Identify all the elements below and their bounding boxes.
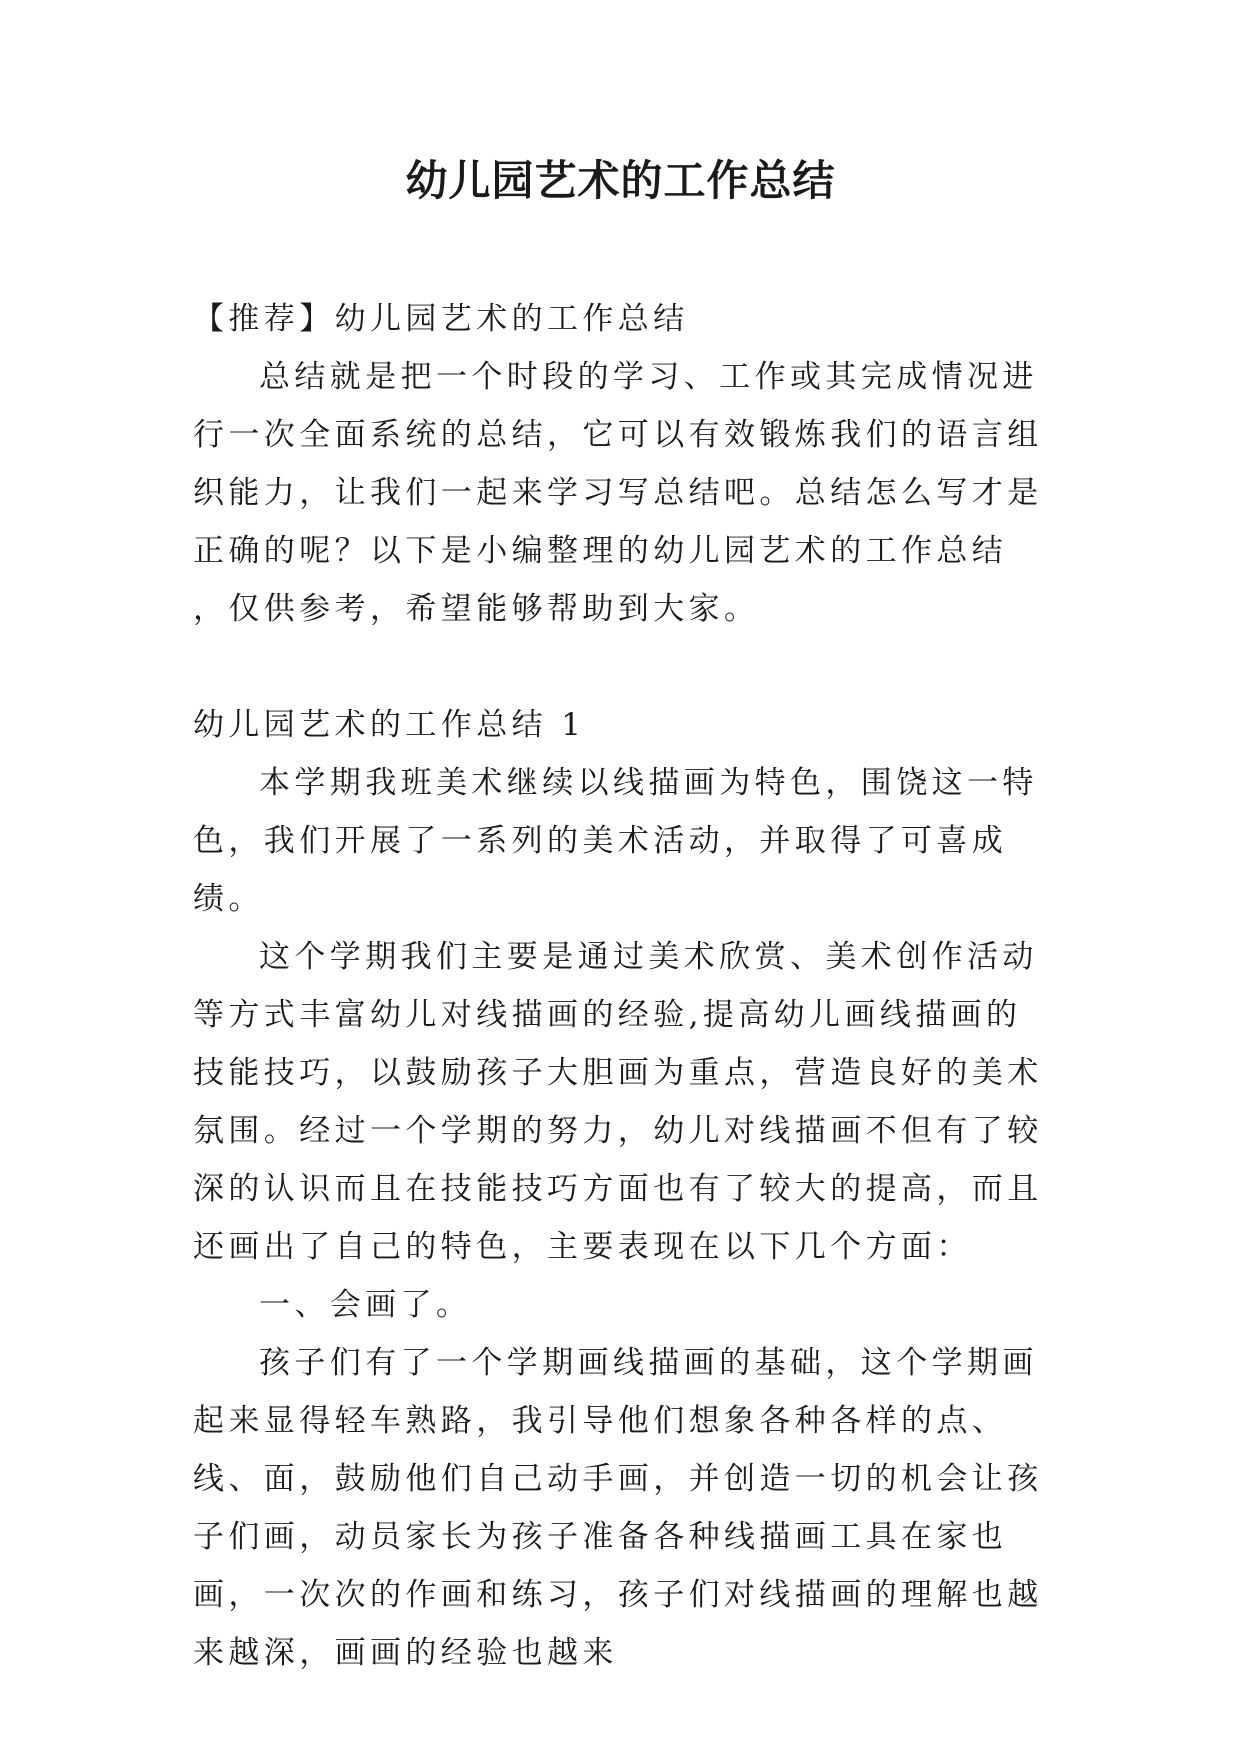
- intro-paragraph: 总结就是把一个时段的学习、工作或其完成情况进行一次全面系统的总结，它可以有效锻炼我们的语言组织能力，让我们一起来学习写总结吧。总结怎么写才是正确的呢？以下是小编整理的幼儿园艺术的工作总结 ，仅供参考，希望能够帮助到大家。: [193, 359, 1043, 627]
- body-paragraph-1: 本学期我班美术继续以线描画为特色，围饶这一特色，我们开展了一系列的美术活动，并取得了可喜成绩。: [193, 765, 1038, 917]
- document-body: [193, 290, 1055, 1682]
- body-paragraph-2: 这个学期我们主要是通过美术欣赏、美术创作活动等方式丰富幼儿对线描画的经验,提高幼儿画线描画的技能技巧，以鼓励孩子大胆画为重点，营造良好的美术氛围。经过一个学期的努力，幼儿对线描画不但有了较深的认识而且在技能技巧方面也有了较大的提高，而且还画出了自己的特色，主要表现在以下几个方面：: [193, 939, 1043, 1265]
- section-heading: 幼儿园艺术的工作总结 1: [193, 707, 586, 743]
- recommend-line: 【推荐】幼儿园艺术的工作总结: [193, 301, 689, 337]
- list-heading-1: 一、会画了。: [259, 1287, 472, 1323]
- document-title: 幼儿园艺术的工作总结: [405, 156, 836, 205]
- body-paragraph-3: 孩子们有了一个学期画线描画的基础，这个学期画起来显得轻车熟路，我引导他们想象各种各样的点、线、面，鼓励他们自己动手画，并创造一切的机会让孩子们画，动员家长为孩子准备各种线描画工具在家也画，一次次的作画和练习，孩子们对线描画的理解也越来越深，画画的经验也越来: [193, 1345, 1043, 1671]
